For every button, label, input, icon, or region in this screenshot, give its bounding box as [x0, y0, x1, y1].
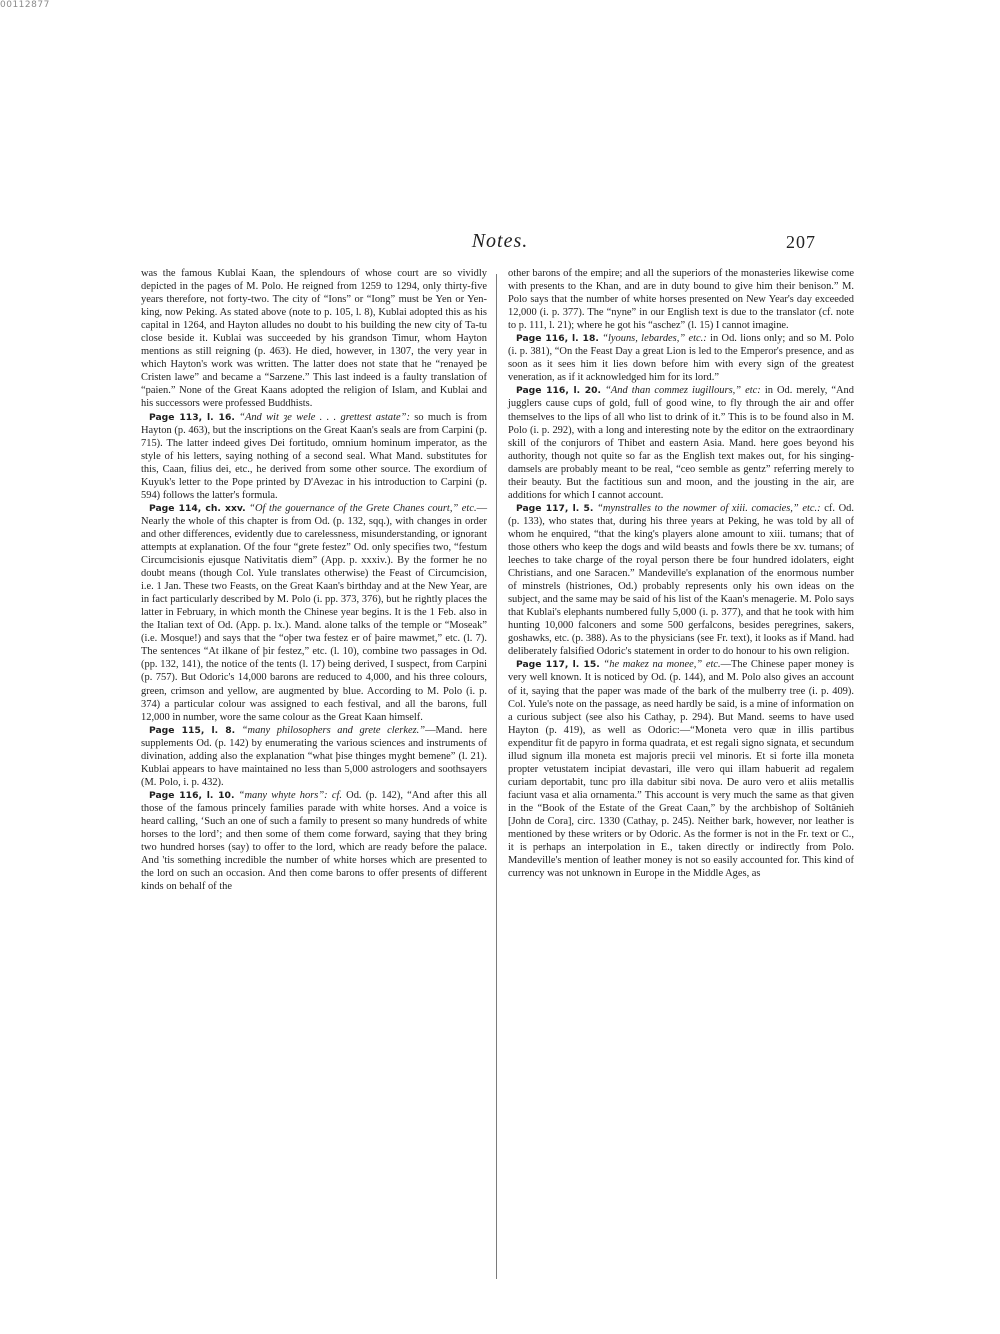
note-paragraph: [508, 658, 854, 880]
note-text: —The Chinese paper money is very well known. It is noticed by Od. (p. 144), and M. Polo also gives an account of it, saying that the paper was made of the bark of the mulberry tree (i. p. 409). Col. Yule's note on the passage, as need hardly be said, is a mine of information on a curious subject (see also his Cathay, p. 294). But Mand. seems to have used Hayton (p. 419), as well as Odoric:—“Moneta vero quæ in illis partibus expenditur fit de papyro in forma quadrata, et est regali signo signata, et secundum illud signum illa moneta est majoris precii vel minoris. Et si forte illa moneta propter vetustatem incipiat devastari, ille vero qui illam habuerit ad regalem curiam deportabit, tunc pro illa dabitur sibi nova. De auro vero et aliis metallis faciunt vasa et alia ornamenta.” This account is very much the same as that given in the “Book of the Estate of the Great Caan,” by the archbishop of Soltânieh [John de Cora], circ. 1330 (Cathay, p. 245). Neither bark, however, nor leather is mentioned by these writers or by Odoric. As the former is not in the Fr. text or C., it is perhaps an interpolation in E., taken directly or indirectly from Polo. Mandeville's mention of leather money is not so easily accounted for. This kind of currency was not unknown in Europe in the Middle Ages, as: [508, 659, 854, 880]
note-text: in Od. lions only; and so M. Polo (i. p. 381), “On the Feast Day a great Lion is led to the Emperor's presence, and as soon as it sees him it lies down before him with every sign of the greatest veneration, as if it acknowledged him for its lord.”: [508, 333, 855, 384]
note-text: so much is from Hayton (p. 463), but the inscriptions on the Great Kaan's seals are from Carpini (p. 715). The latter indeed gives Dei fortitudo, omnium hominum imperator, as the style of his letters, saying nothing of a second seal. What Mand. substitutes for this, Caan, filius dei, etc., he derived from some other source. The exordium of Kuyuk's letter to the Pope printed by D'Avezac in his introduction to Carpini (p. 594) follows the latter's formula.: [141, 411, 487, 501]
note-text: —Nearly the whole of this chapter is from Od. (p. 132, sqq.), with changes in order and other differences, evidently due to carelessness, misunderstanding, or ignorant attempts at explanation. Of the four “grete festez” Od. only specifies two, “festum Circumcisionis ejusque Nativitatis diem” (App. p. xxxiv.). By the former he no doubt means (though Col. Yule translates otherwise) the Feast of Circumcision, i.e. 1 Jan. These two Feasts, on the Great Kaan's birthday and at the New Year, are in fact particularly described by M. Polo (i. pp. 373, 376), but he rightly places the latter in February, in which month the Chinese year begins. It is the 1 Feb. also in the Italian text of Od. (App. p. lx.). Mand. alone talks of the temple or “Moseak” (i.e. Mosque!) and says that the “oþer twa festez er of þaire mawmet,” etc. (l. 7). The sentences “At ilkane of þir festez,” etc. (l. 10), combine two passages in Od. (pp. 132, 141), the notice of the tents (l. 17) being derived, I suspect, from Carpini (p. 757). But Odoric's 14,000 barons are reduced to 4,000, and his three colours, green, crimson and yellow, are augmented by blue. According to M. Polo (i. p. 374) a particular colour was assigned to each festival, and all the barons, full 12,000 in number, wore the same colour as the Great Kaan himself.: [141, 502, 487, 723]
note-quote: “And than commez iugillours,” etc:: [605, 385, 761, 397]
note-quote: “many whyte hors”: cf.: [238, 789, 342, 801]
page-number: 207: [786, 232, 816, 252]
note-quote: “lyouns, lebardes,” etc.:: [602, 333, 707, 345]
note-paragraph: [141, 411, 487, 502]
note-quote: “many philosophers and grete clerkez.”: [241, 724, 426, 736]
note-reference: Page 116, l. 20.: [516, 385, 602, 397]
note-reference: Page 113, l. 16.: [149, 411, 235, 423]
note-paragraph: [141, 789, 487, 893]
note-reference: Page 116, l. 10.: [149, 789, 235, 801]
running-title: Notes.: [471, 230, 529, 252]
note-text: Od. (p. 142), “And after this all those of the famous princely families parade with white horses. And a voice is heard calling, ‘Such an one of such a family to present so many hundreds of white horses to the lord’; and then some of them come forward, saying that they bring two hundred horses (say) to offer to the lord, which are ready before the palace. And 'tis something incredible the number of white horses which are presented to the lord on such an occasion. And then come barons to offer presents of different kinds on behalf of the: [141, 789, 487, 893]
note-paragraph: [508, 502, 854, 659]
note-reference: Page 115, l. 8.: [149, 724, 236, 736]
note-text: cf. Od. (p. 133), who states that, during his three years at Peking, he was told by all of whom he enquired, “that the king's players alone amount to xiii. tumans; that of those others who keep the dogs and wild beasts and fowls there be xv. tumans; of leeches to take charge of the royal person there be four hundred idolaters, eight Christians, and one Saracen.” Mandeville's explanation of the enormous number of minstrels (histriones, Od.) probably represents only his own ideas on the subject, and the same may be said of his list of the Kaan's menagerie. M. Polo says that Kublai's elephants numbered fully 5,000 (i. p. 377), and that he took with him hunting 10,000 falconers and some 500 gerfalcons, besides peregrines, sakers, goshawks, etc. (p. 388). As to the physicians (see Fr. text), it looks as if Mand. had deliberately falsified Odoric's statement in order to do honour to his own religion.: [508, 502, 854, 658]
column-divider: [496, 274, 497, 1279]
note-quote: “mynstralles to the nowmer of xiii. comacies,” etc.:: [597, 502, 821, 514]
note-reference: Page 116, l. 18.: [516, 333, 599, 345]
note-text: —Mand. here supplements Od. (p. 142) by enumerating the various sciences and instruments of divination, adding also the explanation “what þise thinges myght bemene” (l. 21). Kublai appears to have maintained no less than 5,000 astrologers and soothsayers (M. Polo, i. p. 432).: [141, 724, 488, 788]
note-text: in Od. merely, “And jugglers cause cups of gold, full of good wine, to fly through the air and offer themselves to the lips of all who list to drink of it.” This is to be found also in M. Polo (i. p. 292), with a long and interesting note by the editor on the extraordinary skill of the conjurors of Thibet and eastern Asia. Mand. here goes beyond his authority, though not quite so far as the English text makes out, for his singing-damsels are probably meant to be real, “ceo semble as gentz” referring merely to their beauty. But the factitious sun and moon, and the jousting in the air, are additions for which I cannot account.: [508, 385, 854, 501]
note-quote: “he makez na monee,” etc.: [603, 659, 721, 671]
note-paragraph: [141, 724, 487, 789]
note-paragraph: [508, 267, 854, 332]
right-column: [508, 267, 854, 880]
note-text: was the famous Kublai Kaan, the splendours of whose court are so vividly depicted in the pages of M. Polo. He reigned from 1259 to 1294, only thirty-five years therefore, not forty-two. The city of “Ions” or “Iong” must be Yen or Yen-king, now Peking. As stated above (note to p. 105, l. 8), Kublai adopted this as his capital in 1264, and Hayton alludes no doubt to his building the new city of Ta-tu close beside it. Kublai was succeeded by his grandson Timur, whom Hayton mentions as still reigning (p. 463). He died, however, in 1307, the very year in which Hayton's work was written. The latter does not state that he “renayed þe Cristen lawe” and became a “Sarzene.” This last indeed is a faulty translation of “paien.” None of the Great Kaans adopted the religion of Islam, and Kublai and his successors were professed Buddhists.: [141, 268, 487, 410]
note-quote: “And wit ȝe wele . . . grettest astate”:: [239, 411, 410, 423]
note-paragraph: [141, 267, 487, 411]
note-quote: “Of the gouernance of the Grete Chanes court,” etc.: [249, 502, 477, 514]
note-paragraph: [508, 384, 854, 501]
left-column: [141, 267, 487, 893]
scan-identifier: 00112877: [0, 0, 50, 10]
note-text: other barons of the empire; and all the superiors of the monasteries likewise come with presents to the Khan, and are in duty bound to give him their benison.” M. Polo says that the number of white horses presented on New Year's day exceeded 12,000 (i. p. 377). The “nyne” in our English text is due to the translator (cf. note to p. 111, l. 21); where he got his “aschez” (l. 15) I cannot imagine.: [508, 268, 854, 332]
note-reference: Page 114, ch. xxv.: [149, 502, 246, 514]
note-reference: Page 117, l. 5.: [516, 502, 594, 514]
note-paragraph: [508, 332, 854, 384]
note-reference: Page 117, l. 15.: [516, 659, 600, 671]
note-paragraph: [141, 502, 487, 724]
